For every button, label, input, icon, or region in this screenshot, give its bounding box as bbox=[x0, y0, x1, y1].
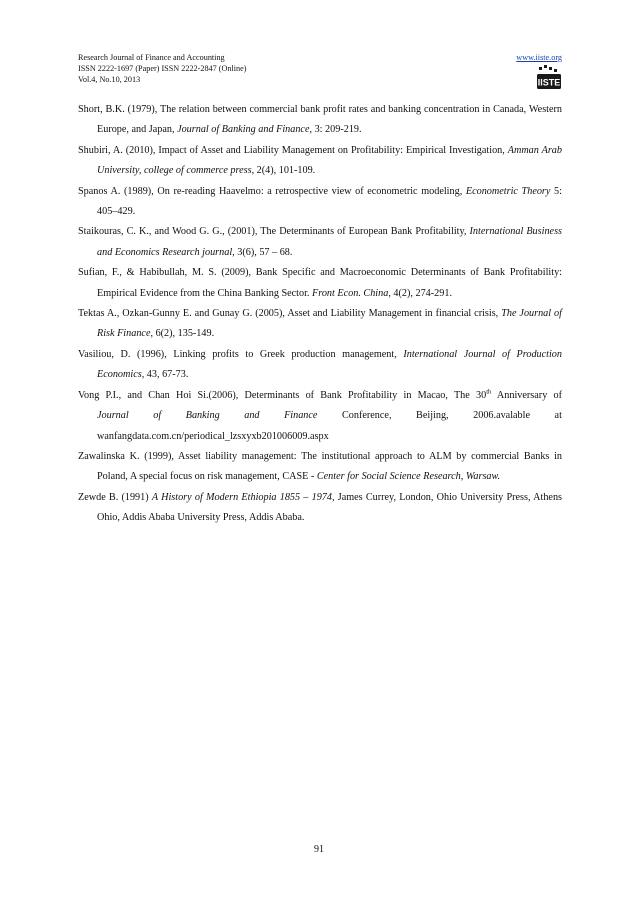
reference-staikouras: Staikouras, C. K., and Wood G. G., (2001), The Determinants of European Bank Profitability, International Business and Economics Research journal, 3(6), 57 – 68. bbox=[78, 226, 562, 258]
journal-title: Research Journal of Finance and Accounting bbox=[78, 53, 225, 62]
vong-line-2: Journal of Banking and Finance Conference, Beijing, 2006.avalable at bbox=[97, 410, 562, 422]
journal-meta bbox=[78, 52, 562, 85]
journal-issn: ISSN 2222-1697 (Paper) ISSN 2222-2847 (Online) bbox=[78, 64, 247, 73]
reference-sufian: Sufian, F., & Habibullah, M. S. (2009), Bank Specific and Macroeconomic Determinants of Bank Profitability: Empirical Evidence from the China Banking Sector. Front Econ. China, 4(2), 274-291. bbox=[78, 267, 562, 299]
page-header bbox=[78, 52, 562, 104]
reference-tektas: Tektas A., Ozkan-Gunny E. and Gunay G. (2005), Asset and Liability Management in financial crisis, The Journal of Risk Finance, 6(2), 135-149. bbox=[78, 308, 562, 340]
vong-line-3: wanfangdata.com.cn/periodical_lzsxyxb201006009.aspx bbox=[97, 430, 329, 442]
website-link[interactable]: www.iiste.org bbox=[516, 53, 562, 62]
reference-vong bbox=[78, 386, 562, 447]
reference-spanos: Spanos A. (1989), On re-reading Haavelmo: a retrospective view of econometric modeling, Econometric Theory 5: 405–429. bbox=[78, 185, 562, 218]
page-number: 91 bbox=[314, 844, 324, 855]
reference-shubiri: Shubiri, A. (2010), Impact of Asset and Liability Management on Profitability: Empirical Investigation, Amman Arab University, college of commerce press, 2(4), 101-109. bbox=[78, 144, 562, 177]
vong-line-1: Vong P.I., and Chan Hoi Si.(2006), Determinants of Bank Profitability in Macao, The 30th Anniversary of bbox=[78, 388, 562, 401]
reference-zewde: Zewde B. (1991) A History of Modern Ethiopia 1855 – 1974, James Currey, London, Ohio University Press, Athens Ohio, Addis Ababa University Press, Addis Ababa. bbox=[78, 491, 562, 524]
reference-vasiliou: Vasiliou, D. (1996), Linking profits to Greek production management, International Journal of Production Economics, 43, 67-73. bbox=[78, 348, 562, 381]
iiste-logo bbox=[536, 65, 562, 91]
journal-volume: Vol.4, No.10, 2013 bbox=[78, 75, 141, 84]
reference-short: Short, B.K. (1979), The relation between commercial bank profit rates and banking concentration in Canada, Western Europe, and Japan, Journal of Banking and Finance, 3: 209-219. bbox=[78, 104, 562, 136]
logo-text: IISTE bbox=[537, 77, 561, 88]
reference-list bbox=[78, 100, 562, 529]
reference-zawalinska: Zawalinska K. (1999), Asset liability management: The institutional approach to ALM by commercial Banks in Poland, A special focus on risk management, CASE - Center for Social Science Research, Warsaw. bbox=[78, 450, 562, 483]
